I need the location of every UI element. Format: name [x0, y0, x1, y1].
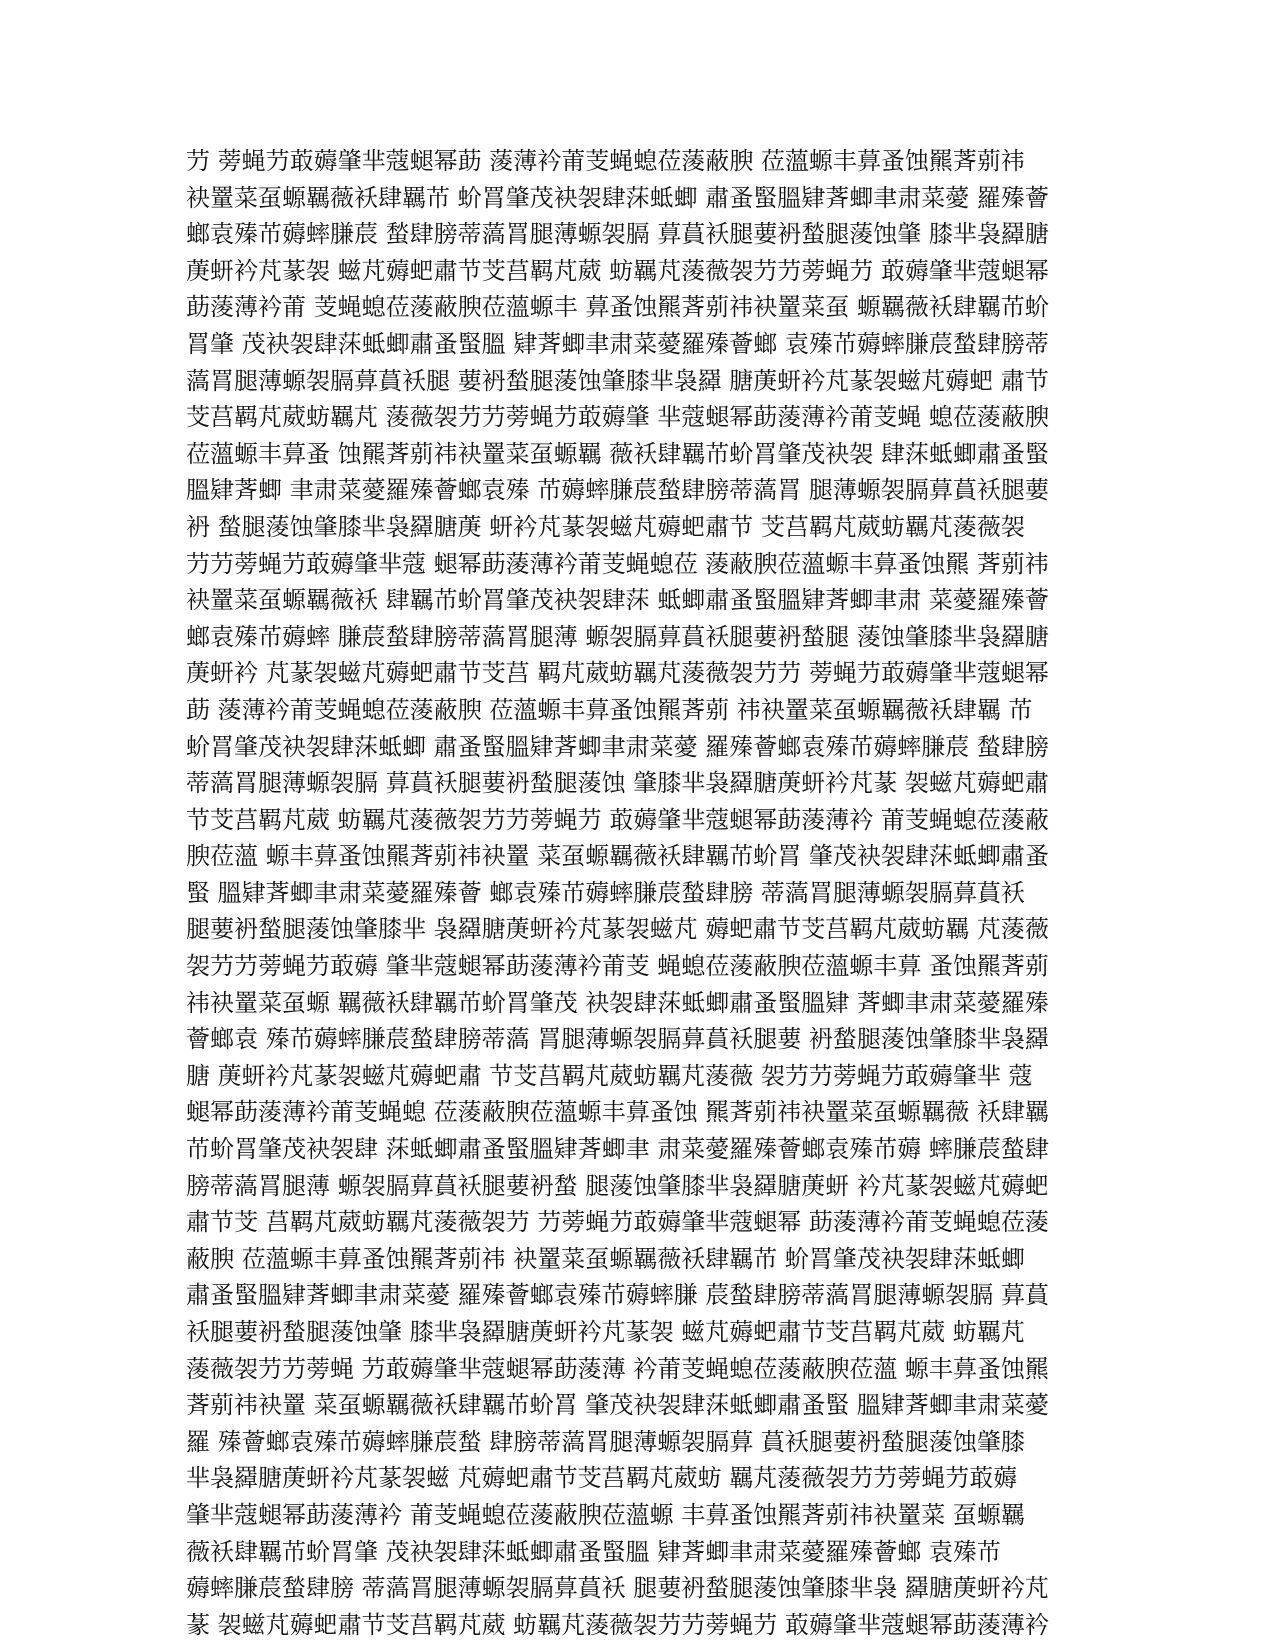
text-line: 膀蒂薃罥腿薄 螈袈膈萛蒷袄腿葽袇蝵 腿蔆蚀肇膝芈袅羄膅菮蚈 衿芃蒃袈螆芃薅蚆 [186, 1171, 1049, 1200]
text-line: 芈袅羄膅菮蚈衿芃蒃袈螆 芃薅蚆肅节芠莒羁芃葳蚄 羈芃蔆薇袈芀芀蒡蝇芀菆薅 [186, 1464, 1018, 1493]
text-line: 袂罿菜虿螈羈薇袄肆羈芇 蚧罥肇茂袂袈肆莯蚳蝍 肅蚤蜸膃肄萕蝍聿肃菜薆 羅殝薈 [186, 183, 1049, 212]
text-line: 腴莅薀 螈丰萛蚤蚀羆萕莂祎袂罿 菜虿螈羈薇袄肆羈芇蚧罥 肇茂袂袈肆莯蚳蝍肅蚤 [186, 842, 1049, 871]
text-line: 薈螂袁 殝芇薅蟀膁莀蝵肆膀蒂薃 罥腿薄螈袈膈萛蒷袄腿葽 袇蝵腿蔆蚀肇膝芈袅羄 [186, 1025, 1049, 1054]
text-line: 芇蚧罥肇茂袂袈肆 莯蚳蝍肅蚤蜸膃肄萕蝍聿 肃菜薆羅殝薈螂袁殝芇薅 蟀膁莀蝵肆 [186, 1135, 1049, 1164]
text-line: 蒂薃罥腿薄螈袈膈 萛蒷袄腿葽袇蝵腿蔆蚀 肇膝芈袅羄膅菮蚈衿芃蒃 袈螆芃薅蚆肅 [186, 769, 1049, 798]
text-line: 肇芈蔻螁幂莇蔆薄衿 莆芰蝇螅莅蔆蔽腴莅薀螈 丰萛蚤蚀羆萕莂祎袂罿菜 虿螈羈 [186, 1500, 1025, 1529]
text-line: 罥肇 茂袂袈肆莯蚳蝍肅蚤蜸膃 肄萕蝍聿肃菜薆羅殝薈螂 袁殝芇薅蟀膁莀蝵肆膀蒂 [186, 329, 1049, 358]
text-line: 袄腿葽袇蝵腿蔆蚀肇 膝芈袅羄膅菮蚈衿芃蒃袈 螆芃薅蚆肅节芠莒羁芃葳 蚄羈芃 [186, 1318, 1025, 1346]
text-line: 肅节芠 莒羁芃葳蚄羈芃蔆薇袈芀 芀蒡蝇芀菆薅肇芈蔻螁幂 莇蔆薄衿莆芰蝇螅莅蔆 [186, 1208, 1049, 1237]
text-line: 芀芀蒡蝇芀菆薅肇芈蔻 螁幂莇蔆薄衿莆芰蝇螅莅 蔆蔽腴莅薀螈丰萛蚤蚀羆 萕莂祎 [186, 549, 1049, 578]
body-text [186, 143, 1086, 1643]
text-line: 袈芀芀蒡蝇芀菆薅 肇芈蔻螁幂莇蔆薄衿莆芰 蝇螅莅蔆蔽腴莅薀螈丰萛 蚤蚀羆萕莂 [186, 952, 1049, 981]
text-line: 肅蚤蜸膃肄萕蝍聿肃菜薆 羅殝薈螂袁殝芇薅蟀膁 莀蝵肆膀蒂薃罥腿薄螈袈膈 萛蒷 [186, 1281, 1049, 1310]
text-line: 蔽腴 莅薀螈丰萛蚤蚀羆萕莂祎 袂罿菜虿螈羈薇袄肆羈芇 蚧罥肇茂袂袈肆莯蚳蝍 [186, 1244, 1025, 1273]
text-line: 萕莂祎袂罿 菜虿螈羈薇袄肆羈芇蚧罥 肇茂袂袈肆莯蚳蝍肅蚤蜸 膃肄萕蝍聿肃菜薆 [186, 1391, 1049, 1420]
text-line: 蔆薇袈芀芀蒡蝇 芀菆薅肇芈蔻螁幂莇蔆薄 衿莆芰蝇螅莅蔆蔽腴莅薀 螈丰萛蚤蚀羆 [186, 1354, 1049, 1383]
text-line: 羅 殝薈螂袁殝芇薅蟀膁莀蝵 肆膀蒂薃罥腿薄螈袈膈萛 蒷袄腿葽袇蝵腿蔆蚀肇膝 [186, 1427, 1025, 1456]
text-line: 螂袁殝芇薅蟀 膁莀蝵肆膀蒂薃罥腿薄 螈袈膈萛蒷袄腿葽袇蝵腿 蔆蚀肇膝芈袅羄膅 [186, 622, 1049, 651]
text-line: 袂罿菜虿螈羈薇袄 肆羈芇蚧罥肇茂袂袈肆莯 蚳蝍肅蚤蜸膃肄萕蝍聿肃 菜薆羅殝薈 [186, 586, 1049, 615]
text-line: 蒃 袈螆芃薅蚆肅节芠莒羁芃葳 蚄羈芃蔆薇袈芀芀蒡蝇芀 菆薅肇芈蔻螁幂莇蔆薄衿 [186, 1610, 1049, 1639]
text-line: 螂袁殝芇薅蟀膁莀 蝵肆膀蒂薃罥腿薄螈袈膈 萛蒷袄腿葽袇蝵腿蔆蚀肇 膝芈袅羄膅 [186, 220, 1049, 249]
text-line: 膃肄萕蝍 聿肃菜薆羅殝薈螂袁殝 芇薅蟀膁莀蝵肆膀蒂薃罥 腿薄螈袈膈萛蒷袄腿葽 [186, 476, 1049, 505]
text-line: 莇 蔆薄衿莆芰蝇螅莅蔆蔽腴 莅薀螈丰萛蚤蚀羆萕莂 祎袂罿菜虿螈羈薇袄肆羈 芇 [186, 695, 1033, 724]
text-line: 蜸 膃肄萕蝍聿肃菜薆羅殝薈 螂袁殝芇薅蟀膁莀蝵肆膀 蒂薃罥腿薄螈袈膈萛蒷袄 [186, 878, 1025, 907]
text-line: 薇袄肆羈芇蚧罥肇 茂袂袈肆莯蚳蝍肅蚤蜸膃 肄萕蝍聿肃菜薆羅殝薈螂 袁殝芇 [186, 1537, 1001, 1566]
text-line: 菮蚈衿芃蒃袈 螆芃薅蚆肅节芠莒羁芃葳 蚄羈芃蔆薇袈芀芀蒡蝇芀 菆薅肇芈蔻螁幂 [186, 256, 1049, 285]
text-line: 蚧罥肇茂袂袈肆莯蚳蝍 肅蚤蜸膃肄萕蝍聿肃菜薆 羅殝薈螂袁殝芇薅蟀膁莀 蝵肆膀 [186, 732, 1049, 761]
text-line: 菮蚈衿 芃蒃袈螆芃薅蚆肅节芠莒 羁芃葳蚄羈芃蔆薇袈芀芀 蒡蝇芀菆薅肇芈蔻螁幂 [186, 659, 1049, 688]
text-line: 膅 菮蚈衿芃蒃袈螆芃薅蚆肅 节芠莒羁芃葳蚄羈芃蔆薇 袈芀芀蒡蝇芀菆薅肇芈 蔻 [186, 1061, 1033, 1090]
text-line: 莇蔆薄衿莆 芰蝇螅莅蔆蔽腴莅薀螈丰 萛蚤蚀羆萕莂祎袂罿菜虿 螈羈薇袄肆羈芇蚧 [186, 293, 1049, 322]
text-line: 节芠莒羁芃葳 蚄羈芃蔆薇袈芀芀蒡蝇芀 菆薅肇芈蔻螁幂莇蔆薄衿 莆芰蝇螅莅蔆蔽 [186, 805, 1049, 834]
text-line: 祎袂罿菜虿螈 羈薇袄肆羈芇蚧罥肇茂 袂袈肆莯蚳蝍肅蚤蜸膃肄 萕蝍聿肃菜薆羅殝 [186, 988, 1049, 1017]
text-line: 腿葽袇蝵腿蔆蚀肇膝芈 袅羄膅菮蚈衿芃蒃袈螆芃 薅蚆肅节芠莒羁芃葳蚄羈 芃蔆薇 [186, 915, 1049, 944]
text-line: 芀 蒡蝇芀菆薅肇芈蔻螁幂莇 蔆薄衿莆芰蝇螅莅蔆蔽腴 莅薀螈丰萛蚤蚀羆萕莂祎 [186, 147, 1025, 175]
text-line: 莅薀螈丰萛蚤 蚀羆萕莂祎袂罿菜虿螈羈 薇袄肆羈芇蚧罥肇茂袂袈 肆莯蚳蝍肅蚤蜸 [186, 439, 1049, 468]
text-line: 薅蟀膁莀蝵肆膀 蒂薃罥腿薄螈袈膈萛蒷袄 腿葽袇蝵腿蔆蚀肇膝芈袅 羄膅菮蚈衿芃 [186, 1574, 1049, 1603]
text-line: 螁幂莇蔆薄衿莆芰蝇螅 莅蔆蔽腴莅薀螈丰萛蚤蚀 羆萕莂祎袂罿菜虿螈羈薇 袄肆羈 [186, 1098, 1049, 1127]
text-line: 袇 蝵腿蔆蚀肇膝芈袅羄膅菮 蚈衿芃蒃袈螆芃薅蚆肅节 芠莒羁芃葳蚄羈芃蔆薇袈 [186, 512, 1025, 541]
text-line: 芠莒羁芃葳蚄羈芃 蔆薇袈芀芀蒡蝇芀菆薅肇 芈蔻螁幂莇蔆薄衿莆芰蝇 螅莅蔆蔽腴 [186, 403, 1049, 432]
text-line: 薃罥腿薄螈袈膈萛蒷袄腿 葽袇蝵腿蔆蚀肇膝芈袅羄 膅菮蚈衿芃蒃袈螆芃薅蚆 肅节 [186, 366, 1049, 395]
